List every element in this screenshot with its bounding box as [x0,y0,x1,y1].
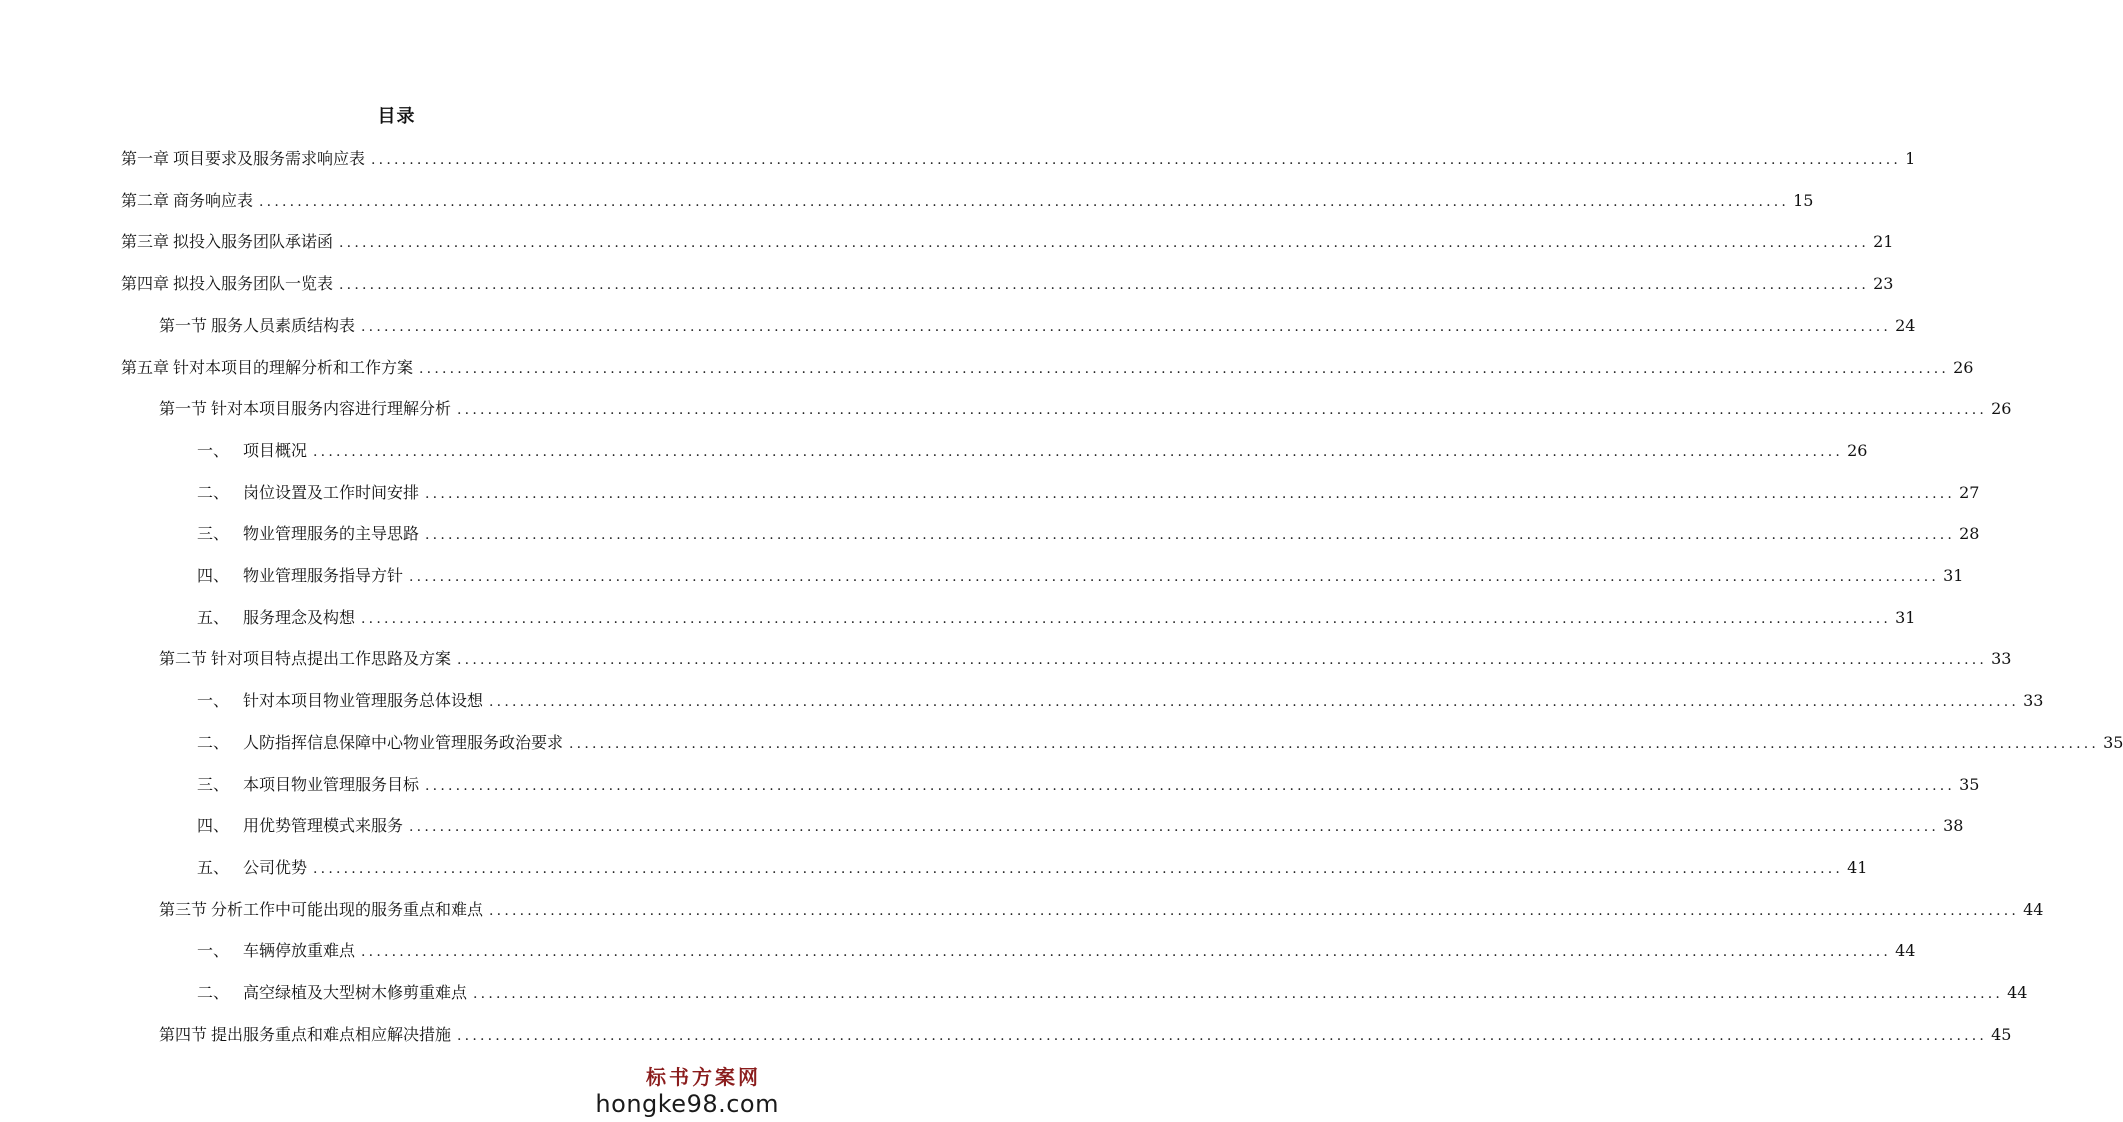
toc-dot-leader: ........................................................................................................................................................................................................ [473,986,2004,1002]
toc-entry[interactable] [197,479,1980,507]
toc-entry-number: 一、 [197,941,230,961]
toc-entry-number: 第三章 [121,232,170,252]
toc-entry-number: 第一节 [159,315,208,335]
toc-entry-label [121,354,413,382]
toc-entry-text: 拟投入服务团队承诺函 [173,232,334,252]
toc-entry-label [121,145,365,173]
toc-entry[interactable] [159,896,2044,924]
toc-dot-leader: ........................................................................................................................................................................................................ [489,902,2020,919]
watermark-brand: 标书方案网 [646,1065,761,1089]
toc-entry-number: 三、 [197,774,230,794]
toc-entry[interactable] [197,854,1868,882]
toc-entry[interactable] [121,354,1974,382]
toc-dot-leader: ........................................................................................................................................................................................................ [361,944,1892,961]
toc-entry-page: 27 [1959,482,1980,502]
toc-entry[interactable] [197,812,1964,840]
toc-entry[interactable] [197,729,2123,757]
toc-entry-label [121,228,333,256]
toc-entry-label [121,187,253,215]
toc-entry-text: 针对本项目物业管理服务总体设想 [243,691,484,711]
toc-dot-leader: ........................................................................................................................................................................................................ [457,652,1988,669]
toc-entry-text: 人防指挥信息保障中心物业管理服务政治要求 [243,732,564,752]
toc-entry-number: 二、 [197,732,230,752]
toc-entry-page: 38 [1943,816,1964,836]
toc-dot-leader: ........................................................................................................................................................................................................ [313,443,1844,460]
toc-entry-page: 26 [1953,357,1974,377]
toc-entry-number: 第四节 [159,1024,208,1044]
toc-entry-page: 21 [1873,232,1894,252]
toc-entry-label [159,896,483,924]
toc-entry[interactable] [197,437,1868,465]
toc-entry-number: 第二节 [159,649,208,669]
toc-dot-leader: ........................................................................................................................................................................................................ [339,235,1870,252]
toc-entry-number: 三、 [197,524,230,544]
toc-entry-text: 用优势管理模式来服务 [243,816,404,836]
toc-entry-text: 商务响应表 [173,190,254,210]
toc-entry-label [159,645,451,673]
toc-dot-leader: ........................................................................................................................................................................................................ [313,860,1844,877]
toc-entry-label [197,979,467,1007]
toc-entry-page: 26 [1991,399,2012,419]
toc-entry-page: 24 [1895,315,1916,335]
toc-entry-text: 分析工作中可能出现的服务重点和难点 [211,899,484,919]
toc-entry[interactable] [121,270,1894,298]
toc-entry-page: 44 [2023,899,2044,919]
toc-entry-number: 一、 [197,440,230,460]
toc-entry-number: 一、 [197,691,230,711]
toc-entry-text: 针对本项目的理解分析和工作方案 [173,357,414,377]
toc-entry-number: 二、 [197,983,230,1002]
toc-entry-text: 高空绿植及大型树木修剪重难点 [243,983,468,1002]
toc-entry[interactable] [159,395,2012,423]
toc-entry-page: 45 [1991,1024,2012,1044]
toc-entry-text: 拟投入服务团队一览表 [173,274,334,294]
toc-entry-label [121,270,333,298]
toc-entry-text: 本项目物业管理服务目标 [243,774,420,794]
toc-dot-leader: ........................................................................................................................................................................................................ [425,485,1956,502]
toc-entry-number: 第一节 [159,399,208,419]
toc-entry-text: 项目要求及服务需求响应表 [173,149,366,168]
toc-dot-leader: ........................................................................................................................................................................................................ [409,819,1940,836]
toc-entry[interactable] [197,604,1916,632]
toc-entry-number: 五、 [197,607,230,627]
toc-entry-text: 提出服务重点和难点相应解决措施 [211,1024,452,1044]
toc-entry-text: 服务理念及构想 [243,607,356,627]
toc-dot-leader: ........................................................................................................................................................................................................ [425,777,1956,794]
toc-entry-page: 35 [2103,732,2123,752]
toc-entry-page: 33 [1991,649,2012,669]
toc-entry-page: 44 [1895,941,1916,961]
toc-entry-label [197,937,355,965]
toc-entry-label [197,604,355,632]
toc-entry-label [159,395,451,423]
toc-entry[interactable] [121,187,1814,215]
toc-entry[interactable] [197,937,1916,965]
toc-entry-number: 二、 [197,482,230,502]
toc-entry-number: 第四章 [121,274,170,294]
toc-entry-label [197,771,419,799]
toc-entry[interactable] [159,1021,2012,1049]
toc-title: 目录 [377,106,416,127]
toc-dot-leader: ........................................................................................................................................................................................................ [361,610,1892,627]
toc-entry-number: 第三节 [159,899,208,919]
toc-entry[interactable] [121,145,1916,173]
toc-entry-text: 针对项目特点提出工作思路及方案 [211,649,452,669]
toc-dot-leader: ........................................................................................................................................................................................................ [425,527,1956,544]
toc-entry-label [197,687,483,715]
toc-entry[interactable] [159,645,2012,673]
toc-entry-label [197,437,307,465]
toc-entry-page: 33 [2023,691,2044,711]
toc-entry-page: 31 [1895,607,1916,627]
toc-entry[interactable] [197,771,1980,799]
toc-entry-page: 15 [1793,190,1814,210]
toc-entry-number: 四、 [197,566,230,585]
toc-dot-leader: ........................................................................................................................................................................................................ [339,277,1870,294]
toc-entry[interactable] [197,979,2028,1007]
toc-entry-page: 41 [1847,857,1868,877]
toc-entry-label [197,812,403,840]
toc-dot-leader: ........................................................................................................................................................................................................ [361,318,1892,335]
toc-entry-text: 服务人员素质结构表 [211,315,356,335]
toc-entry-number: 第五章 [121,357,170,377]
toc-dot-leader: ........................................................................................................................................................................................................ [419,360,1950,377]
toc-entry-text: 物业管理服务指导方针 [243,566,404,585]
toc-entry-page: 35 [1959,774,1980,794]
toc-entry[interactable] [197,520,1980,548]
toc-dot-leader: ........................................................................................................................................................................................................ [569,735,2100,752]
toc-dot-leader: ........................................................................................................................................................................................................ [457,1027,1988,1044]
toc-entry-page: 26 [1847,440,1868,460]
toc-entry-page: 1 [1905,149,1916,168]
toc-entry-number: 第一章 [121,149,170,168]
toc-entry-number: 五、 [197,857,230,877]
watermark-site: hongke98.com [595,1090,779,1118]
watermark-logo [595,1061,779,1118]
toc-dot-leader: ........................................................................................................................................................................................................ [371,152,1902,168]
toc-dot-leader: ........................................................................................................................................................................................................ [489,694,2020,711]
toc-entry-page: 23 [1873,274,1894,294]
toc-entry-page: 44 [2007,983,2028,1002]
toc-dot-leader: ........................................................................................................................................................................................................ [457,402,1988,419]
toc-entry-label [197,520,419,548]
toc-dot-leader: ........................................................................................................................................................................................................ [409,569,1940,585]
toc-entry-number: 第二章 [121,190,170,210]
toc-entry[interactable] [121,228,1894,256]
toc-entry[interactable] [197,687,2044,715]
toc-entry[interactable] [197,562,1964,590]
toc-entry-text: 项目概况 [243,440,308,460]
toc-entry-text: 物业管理服务的主导思路 [243,524,420,544]
toc-entry-label [159,312,355,340]
toc-entry-page: 28 [1959,524,1980,544]
toc-entry-text: 岗位设置及工作时间安排 [243,482,420,502]
toc-entry-label [197,729,563,757]
toc-entry-label [197,562,403,590]
toc-entry-label [197,479,419,507]
toc-entry-text: 车辆停放重难点 [243,941,356,961]
toc-entry-text: 针对本项目服务内容进行理解分析 [211,399,452,419]
toc-entry-page: 31 [1943,566,1964,585]
toc-entry-text: 公司优势 [243,857,308,877]
toc-entry-number: 四、 [197,816,230,836]
toc-dot-leader: ........................................................................................................................................................................................................ [259,193,1790,210]
toc-entry[interactable] [159,312,1916,340]
toc-entry-label [197,854,307,882]
toc-entry-label [159,1021,451,1049]
